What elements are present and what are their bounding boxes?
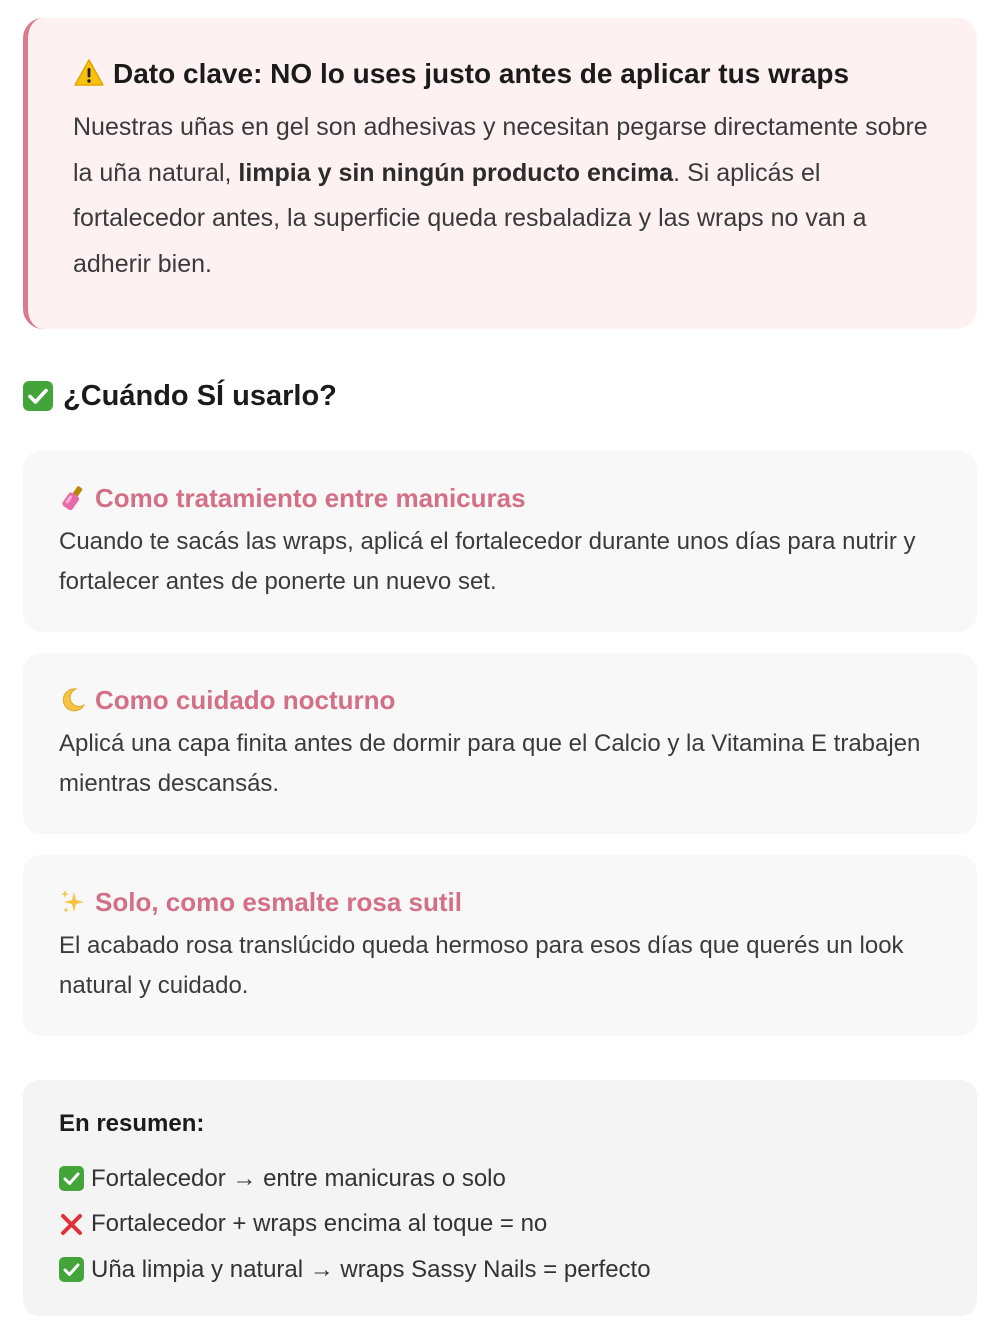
section-heading [23,376,977,416]
warning-text-before: Nuestras uñas en gel son adhesivas y necesitan pegarse directamente sobre la uña natural, [73,113,928,187]
warning-text-bold: limpia y sin ningún producto encima [238,158,674,187]
card-title-text: Como cuidado nocturno [95,685,396,715]
warning-text-after: . Si aplicás el fortalecedor antes, la superficie queda resbaladiza y las wraps no van a adherir bien. [73,158,867,278]
warning-title-text: Dato clave: NO lo uses justo antes de aplicar tus wraps [113,58,850,89]
warning-icon [73,57,105,89]
card-body: El acabado rosa translúcido queda hermoso para esos días que querés un look natural y cuidado. [59,932,904,999]
card-title-text: Como tratamiento entre manicuras [95,483,526,513]
check-mark-icon [23,381,53,411]
card-body: Cuando te sacás las wraps, aplicá el fortalecedor durante unos días para nutrir y fortalecer antes de ponerte un nuevo set. [59,528,916,595]
cross-mark-icon [59,1212,84,1237]
content [23,18,977,1316]
usage-card [23,653,977,834]
card-body: Aplicá una capa finita antes de dormir para que el Calcio y la Vitamina E trabajen mientras descansás. [59,730,921,797]
card-title [59,682,941,718]
summary-item [59,1247,941,1293]
summary-item-text: Fortalecedor + wraps encima al toque = no [91,1210,548,1238]
card-title [59,884,941,920]
nail-polish-icon [59,484,87,512]
summary-item-text: Fortalecedor → entre manicuras o solo [91,1164,506,1192]
sparkles-icon [59,888,87,916]
card-title-text: Solo, como esmalte rosa sutil [95,887,462,917]
summary-box [23,1080,977,1316]
crescent-moon-icon [59,686,87,714]
summary-title: En resumen: [59,1110,205,1137]
check-mark-icon [59,1257,84,1282]
warning-body [73,105,937,287]
usage-card [23,451,977,632]
check-mark-icon [59,1166,84,1191]
warning-title [73,54,937,94]
warning-callout [23,18,977,329]
usage-card [23,855,977,1036]
summary-item-text: Uña limpia y natural → wraps Sassy Nails = perfecto [91,1255,651,1283]
summary-item [59,1202,941,1248]
card-title [59,480,941,516]
summary-item [59,1156,941,1202]
section-heading-text: ¿Cuándo SÍ usarlo? [63,379,337,412]
usage-cards [23,451,977,1036]
summary-list [59,1156,941,1293]
